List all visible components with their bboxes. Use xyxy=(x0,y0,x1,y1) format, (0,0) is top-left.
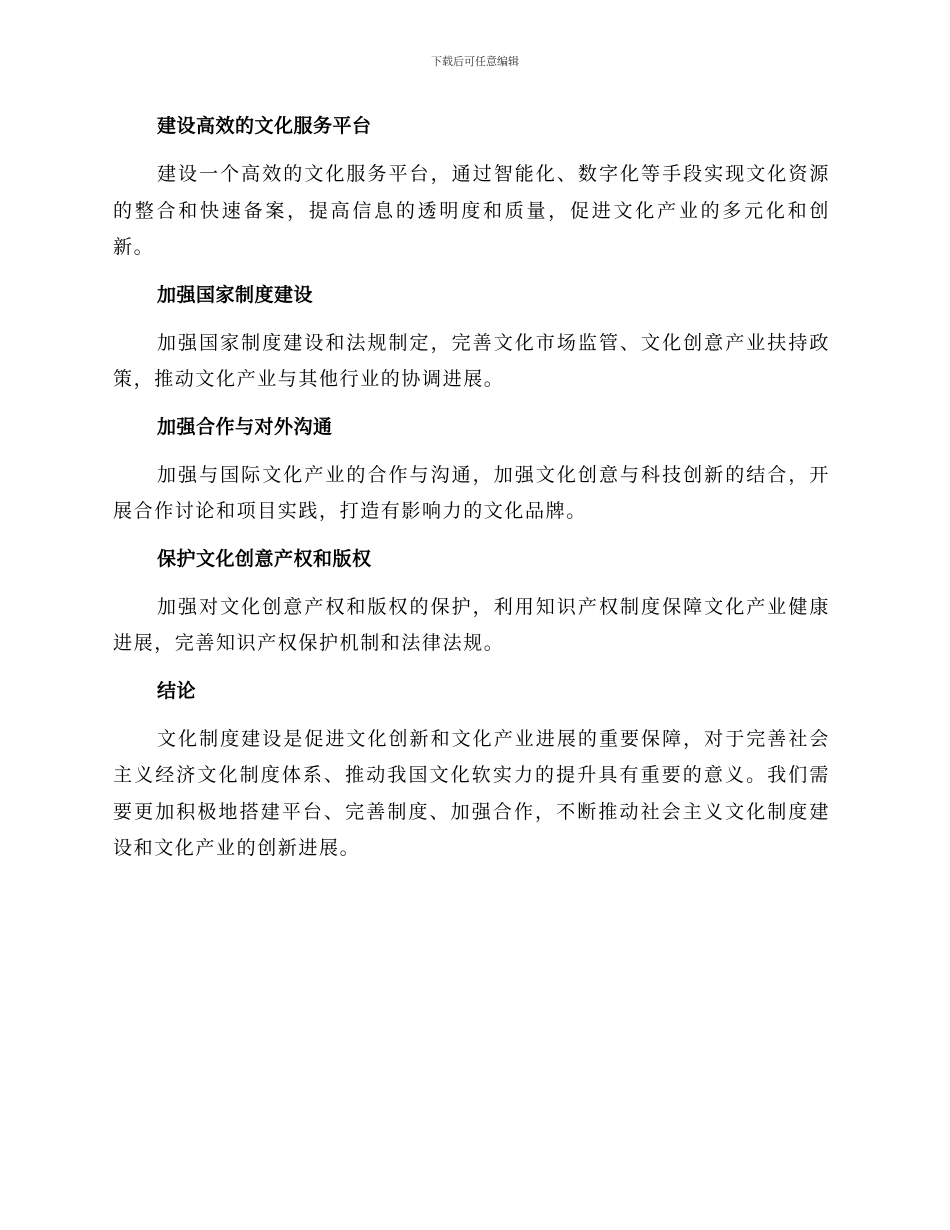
section-heading: 建设高效的文化服务平台 xyxy=(157,115,372,137)
section-national-system xyxy=(113,278,830,398)
section-cooperation xyxy=(113,410,830,530)
section-paragraph: 加强对文化创意产权和版权的保护，利用知识产权制度保障文化产业健康进展，完善知识产权保护机制和法律法规。 xyxy=(113,595,830,654)
header-note: 下载后可任意编辑 xyxy=(431,55,519,68)
section-conclusion xyxy=(113,674,830,867)
section-heading: 结论 xyxy=(157,679,197,702)
section-paragraph: 文化制度建设是促进文化创新和文化产业进展的重要保障，对于完善社会主义经济文化制度体系、推动我国文化软实力的提升具有重要的意义。我们需要更加积极地搭建平台、完善制度、加强合作，不断推动社会主义文化制度建设和文化产业的创新进展。 xyxy=(113,727,830,859)
section-heading: 加强国家制度建设 xyxy=(157,283,314,306)
section-paragraph: 加强与国际文化产业的合作与沟通，加强文化创意与科技创新的结合，开展合作讨论和项目实践，打造有影响力的文化品牌。 xyxy=(113,463,830,522)
section-copyright xyxy=(113,542,830,662)
section-heading: 保护文化创意产权和版权 xyxy=(157,547,372,570)
section-heading: 加强合作与对外沟通 xyxy=(157,415,333,438)
section-paragraph: 建设一个高效的文化服务平台，通过智能化、数字化等手段实现文化资源的整合和快速备案，提高信息的透明度和质量，促进文化产业的多元化和创新。 xyxy=(113,163,830,258)
section-service-platform xyxy=(113,109,830,266)
section-paragraph: 加强国家制度建设和法规制定，完善文化市场监管、文化创意产业扶持政策，推动文化产业与其他行业的协调进展。 xyxy=(113,331,830,390)
document-content xyxy=(113,109,830,879)
